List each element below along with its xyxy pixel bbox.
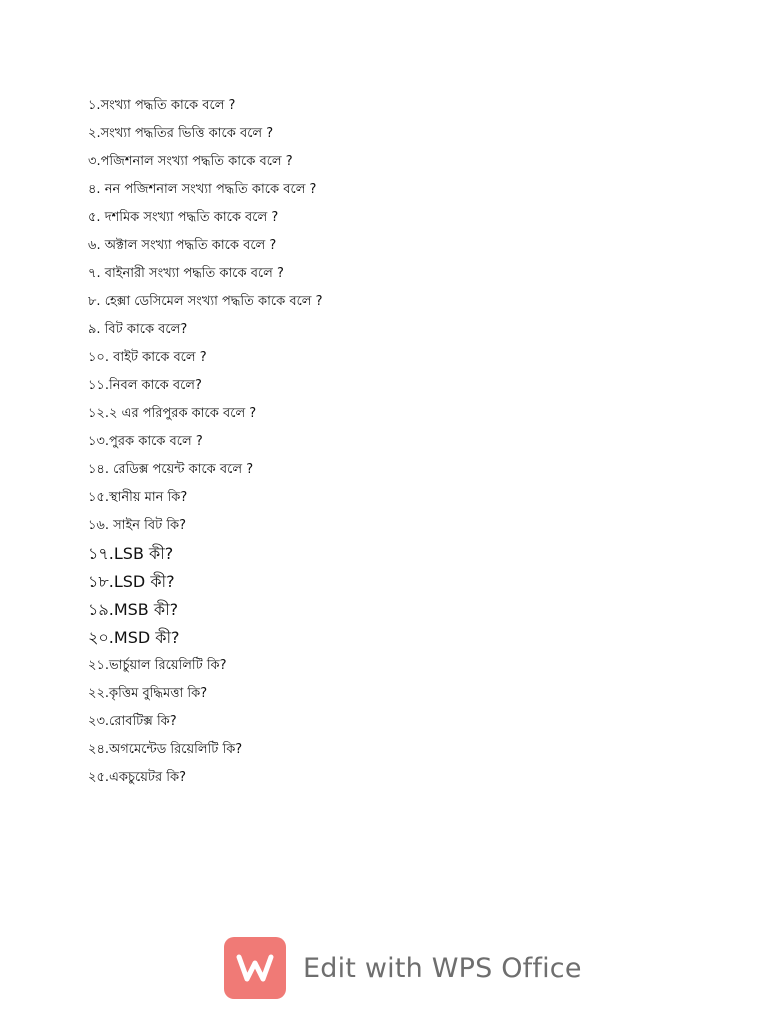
question-8: ৮. হেক্সা ডেসিমেল সংখ্যা পদ্ধতি কাকে বলে ? (88, 294, 323, 309)
question-19: ১৯.MSB কী? (88, 600, 179, 619)
question-12: ১২.২ এর পরিপুরক কাকে বলে ? (88, 406, 257, 421)
question-17: ১৭.LSB কী? (88, 544, 174, 563)
question-7: ৭. বাইনারী সংখ্যা পদ্ধতি কাকে বলে ? (88, 266, 284, 281)
wps-logo-glyph (235, 951, 275, 985)
question-list (88, 92, 708, 792)
question-24: ২৪.অগমেন্টেড রিয়েলিটি কি? (88, 742, 243, 757)
question-23: ২৩.রোবটিক্স কি? (88, 714, 177, 729)
question-11: ১১.নিবল কাকে বলে? (88, 378, 202, 393)
question-4: ৪. নন পজিশনাল সংখ্যা পদ্ধতি কাকে বলে ? (88, 182, 317, 197)
question-3: ৩.পজিশনাল সংখ্যা পদ্ধতি কাকে বলে ? (88, 154, 293, 169)
question-1: ১.সংখ্যা পদ্ধতি কাকে বলে ? (88, 98, 236, 113)
question-5: ৫. দশমিক সংখ্যা পদ্ধতি কাকে বলে ? (88, 210, 279, 225)
question-13: ১৩.পুরক কাকে বলে ? (88, 434, 203, 449)
question-20: ২০.MSD কী? (88, 628, 180, 647)
wps-office-logo-icon (224, 937, 286, 999)
question-9: ৯. বিট কাকে বলে? (88, 322, 188, 337)
question-22: ২২.কৃত্তিম বুদ্ধিমত্তা কি? (88, 686, 208, 701)
edit-with-wps-office-banner[interactable] (224, 936, 582, 1000)
question-21: ২১.ভার্চুয়াল রিয়েলিটি কি? (88, 658, 227, 673)
question-2: ২.সংখ্যা পদ্ধতির ভিত্তি কাকে বলে ? (88, 126, 274, 141)
question-16: ১৬. সাইন বিট কি? (88, 518, 187, 533)
question-14: ১৪. রেডিক্স পয়েন্ট কাকে বলে ? (88, 462, 254, 477)
question-6: ৬. অক্টাল সংখ্যা পদ্ধতি কাকে বলে ? (88, 238, 277, 253)
question-15: ১৫.স্থানীয় মান কি? (88, 490, 188, 505)
question-18: ১৮.LSD কী? (88, 572, 175, 591)
question-10: ১০. বাইট কাকে বলে ? (88, 350, 207, 365)
question-25: ২৫.একচুয়েটর কি? (88, 770, 186, 785)
edit-with-wps-office-text: Edit with WPS Office (303, 952, 582, 984)
